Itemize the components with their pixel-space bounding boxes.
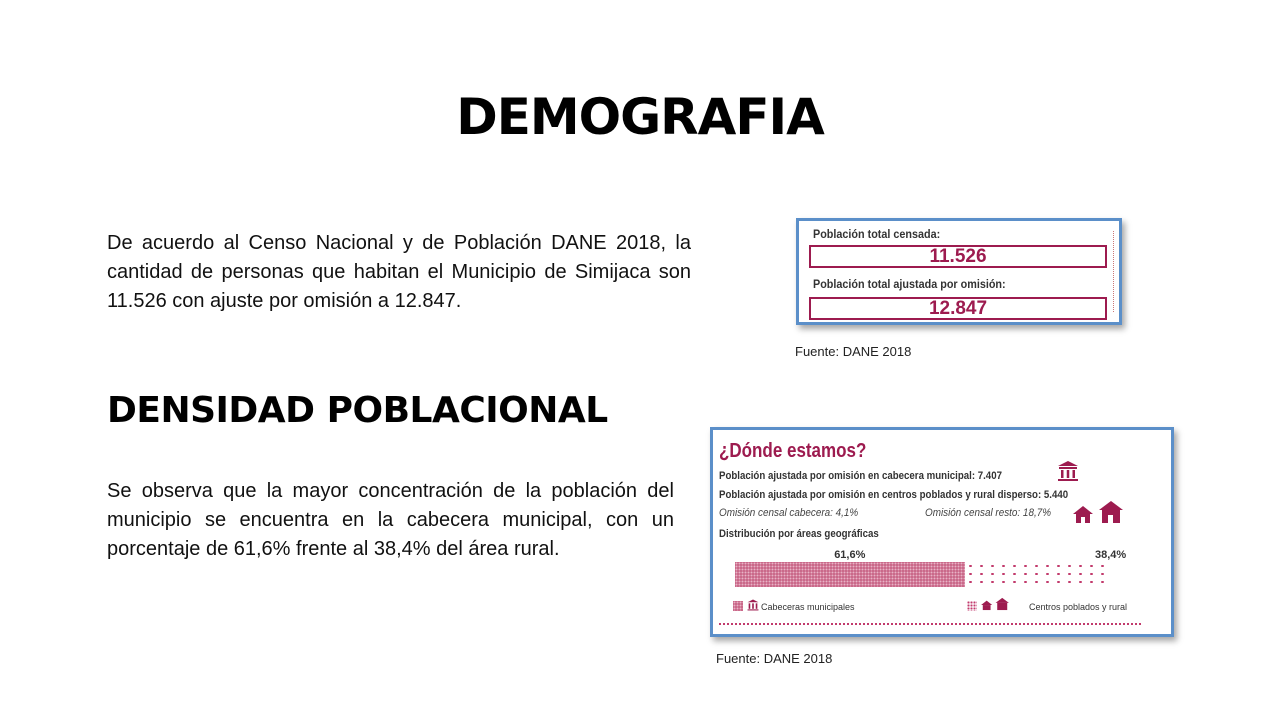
- population-card: [796, 218, 1122, 325]
- distribution-card: [710, 427, 1174, 637]
- legend-swatch-centros: [967, 601, 977, 611]
- legend-houses-icon: [980, 597, 1010, 612]
- legend-centros: Centros poblados y rural: [1029, 602, 1128, 612]
- card-heading: ¿Dónde estamos?: [719, 440, 867, 462]
- source-caption-2: Fuente: DANE 2018: [716, 651, 833, 666]
- legend-cabeceras: Cabeceras municipales: [761, 602, 855, 612]
- cabecera-population-line: Población ajustada por omisión en cabecera municipal: 7.407: [719, 470, 1002, 482]
- legend-building-icon: [747, 599, 759, 611]
- centros-population-line: Población ajustada por omisión en centros poblados y rural disperso: 5.440: [719, 489, 1069, 501]
- omision-resto: Omisión censal resto: 18,7%: [925, 507, 1052, 519]
- ajustada-value: 12.847: [809, 297, 1107, 320]
- rural-houses-icon: [1071, 500, 1125, 526]
- urban-pct-label: 61,6%: [834, 549, 866, 561]
- distribucion-label: Distribución por áreas geográficas: [719, 528, 879, 540]
- bar-centros-poblados: [965, 562, 1109, 587]
- omision-cabecera: Omisión censal cabecera: 4,1%: [719, 507, 859, 519]
- section-title: DENSIDAD POBLACIONAL: [107, 390, 608, 431]
- card-dotted-border: [1113, 231, 1114, 312]
- censada-value: 11.526: [809, 245, 1107, 268]
- page-title: DEMOGRAFIA: [456, 88, 824, 146]
- demografia-paragraph: De acuerdo al Censo Nacional y de Población DANE 2018, la cantidad de personas que habitan el Municipio de Simijaca son 11.526 con ajuste por omisión a 12.847.: [107, 232, 691, 312]
- legend-swatch-cabeceras: [733, 601, 743, 611]
- municipal-building-icon: [1057, 460, 1079, 482]
- densidad-paragraph: Se observa que la mayor concentración de la población del municipio se encuentra en la cabecera municipal, con un porcentaje de 61,6% frente al 38,4% del área rural.: [107, 480, 674, 560]
- rural-pct-label: 38,4%: [1095, 549, 1127, 561]
- card-bottom-dotted-line: [719, 623, 1141, 625]
- source-caption-1: Fuente: DANE 2018: [795, 344, 912, 359]
- bar-cabeceras: [735, 562, 965, 587]
- censada-label: Población total censada:: [813, 227, 941, 241]
- ajustada-label: Población total ajustada por omisión:: [813, 277, 1006, 291]
